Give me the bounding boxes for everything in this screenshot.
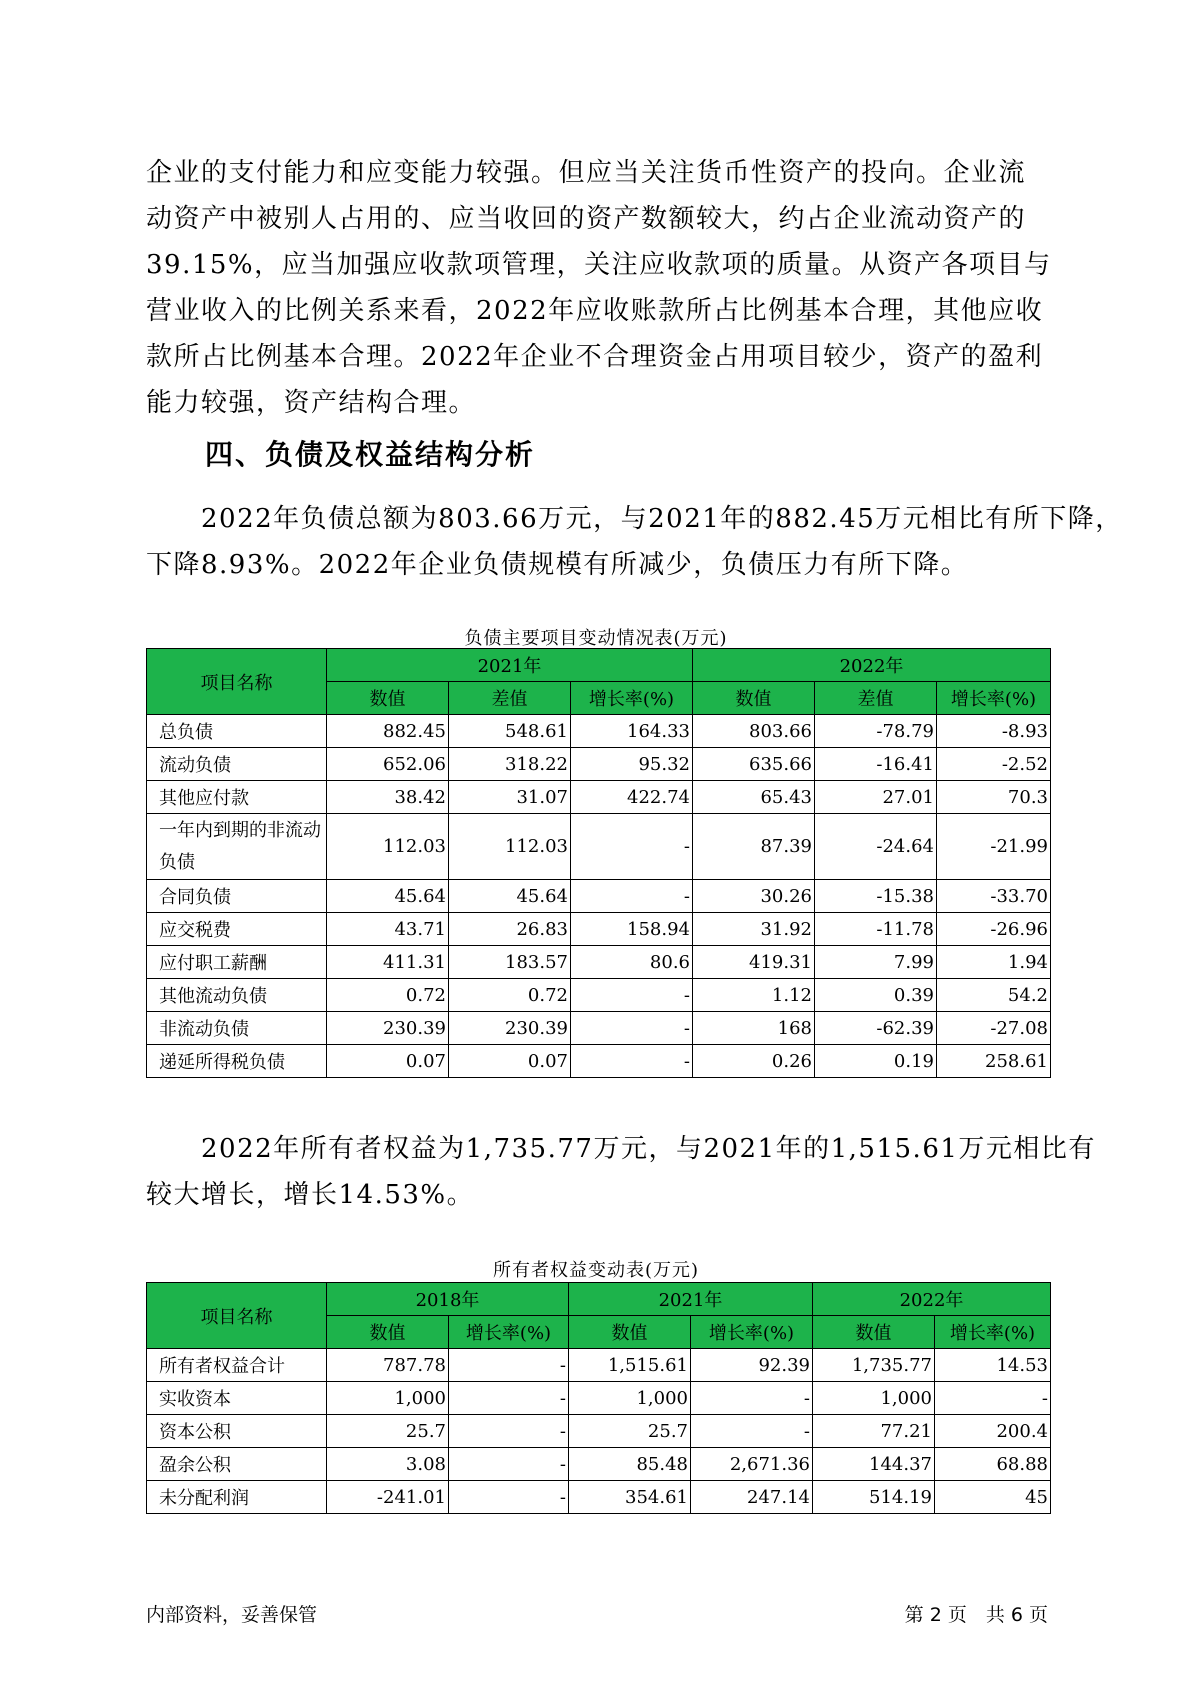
column-header-year: 2018年	[327, 1283, 569, 1316]
row-label: 流动负债	[147, 748, 327, 781]
table-cell: 183.57	[449, 946, 571, 979]
table-cell: 68.88	[935, 1448, 1051, 1481]
column-subheader: 增长率(%)	[449, 1316, 569, 1349]
table-cell: 803.66	[693, 715, 815, 748]
text-line: 能力较强，资产结构合理。	[146, 388, 477, 418]
table-cell: -62.39	[815, 1012, 937, 1045]
table-cell: 38.42	[327, 781, 449, 814]
table-cell: 54.2	[937, 979, 1051, 1012]
table-cell: 31.07	[449, 781, 571, 814]
table-cell: 419.31	[693, 946, 815, 979]
table-cell: -26.96	[937, 913, 1051, 946]
table-cell: -15.38	[815, 880, 937, 913]
table-cell: 652.06	[327, 748, 449, 781]
table-cell: -33.70	[937, 880, 1051, 913]
column-header-year: 2022年	[813, 1283, 1051, 1316]
row-label: 其他流动负债	[147, 979, 327, 1012]
table-cell: 422.74	[571, 781, 693, 814]
table-cell: -	[571, 1045, 693, 1078]
table-cell: 0.19	[815, 1045, 937, 1078]
table-cell: -21.99	[937, 814, 1051, 880]
table-cell: -	[449, 1448, 569, 1481]
table-cell: 30.26	[693, 880, 815, 913]
table-caption-liabilities: 负债主要项目变动情况表(万元)	[464, 628, 728, 649]
table-cell: -	[571, 880, 693, 913]
row-label: 实收资本	[147, 1382, 327, 1415]
table-cell: 95.32	[571, 748, 693, 781]
column-subheader: 差值	[449, 682, 571, 715]
table-cell: 112.03	[449, 814, 571, 880]
table-row	[147, 979, 1051, 1012]
column-subheader: 增长率(%)	[571, 682, 693, 715]
row-label: 非流动负债	[147, 1012, 327, 1045]
text-line: 款所占比例基本合理。2022年企业不合理资金占用项目较少，资产的盈利	[146, 342, 1044, 372]
table-cell: -	[571, 979, 693, 1012]
row-label: 未分配利润	[147, 1481, 327, 1514]
table-row	[147, 1481, 1051, 1514]
table-cell: 258.61	[937, 1045, 1051, 1078]
table-cell: 200.4	[935, 1415, 1051, 1448]
column-subheader: 增长率(%)	[935, 1316, 1051, 1349]
table-cell: 80.6	[571, 946, 693, 979]
table-cell: 1,515.61	[569, 1349, 691, 1382]
table-cell: 1,000	[327, 1382, 449, 1415]
table-cell: 7.99	[815, 946, 937, 979]
table-cell: 548.61	[449, 715, 571, 748]
table-cell: 411.31	[327, 946, 449, 979]
liabilities-table	[146, 648, 1051, 1078]
table-cell: 230.39	[327, 1012, 449, 1045]
table-cell: 65.43	[693, 781, 815, 814]
table-cell: 168	[693, 1012, 815, 1045]
row-label: 合同负债	[147, 880, 327, 913]
table-cell: 92.39	[691, 1349, 813, 1382]
row-label: 资本公积	[147, 1415, 327, 1448]
column-header-year: 2021年	[569, 1283, 813, 1316]
table-row	[147, 715, 1051, 748]
table-cell: 112.03	[327, 814, 449, 880]
table-row	[147, 1045, 1051, 1078]
table-cell: -16.41	[815, 748, 937, 781]
table-cell: -11.78	[815, 913, 937, 946]
table-cell: 27.01	[815, 781, 937, 814]
table-row	[147, 1382, 1051, 1415]
table-cell: 247.14	[691, 1481, 813, 1514]
table-cell: -	[571, 1012, 693, 1045]
table-cell: 31.92	[693, 913, 815, 946]
table-cell: 787.78	[327, 1349, 449, 1382]
table-cell: 318.22	[449, 748, 571, 781]
table-cell: -241.01	[327, 1481, 449, 1514]
text-line: 营业收入的比例关系来看，2022年应收账款所占比例基本合理，其他应收	[146, 296, 1044, 326]
table-cell: 0.07	[327, 1045, 449, 1078]
text-line: 39.15%，应当加强应收款项管理，关注应收款项的质量。从资产各项目与	[146, 250, 1052, 280]
text-line: 下降8.93%。2022年企业负债规模有所减少，负债压力有所下降。	[146, 550, 969, 580]
table-cell: 85.48	[569, 1448, 691, 1481]
table-cell: -27.08	[937, 1012, 1051, 1045]
column-header-item-name: 项目名称	[147, 1283, 327, 1349]
table-row	[147, 913, 1051, 946]
paragraph-liabilities-summary	[146, 496, 1123, 588]
column-header-year: 2022年	[693, 649, 1051, 682]
table-cell: 635.66	[693, 748, 815, 781]
table-cell: -	[691, 1382, 813, 1415]
table-cell: 26.83	[449, 913, 571, 946]
column-subheader: 数值	[327, 682, 449, 715]
table-cell: 882.45	[327, 715, 449, 748]
column-subheader: 增长率(%)	[937, 682, 1051, 715]
table-cell: 45.64	[449, 880, 571, 913]
table-cell: 144.37	[813, 1448, 935, 1481]
text-line: 2022年负债总额为803.66万元，与2021年的882.45万元相比有所下降，	[146, 504, 1123, 534]
table-row	[147, 748, 1051, 781]
table-cell: 1,735.77	[813, 1349, 935, 1382]
table-cell: 1.94	[937, 946, 1051, 979]
column-header-year: 2021年	[327, 649, 693, 682]
row-label: 总负债	[147, 715, 327, 748]
table-cell: 0.72	[449, 979, 571, 1012]
table-row	[147, 1349, 1051, 1382]
table-cell: -	[935, 1382, 1051, 1415]
table-cell: 3.08	[327, 1448, 449, 1481]
table-cell: 0.39	[815, 979, 937, 1012]
table-cell: 514.19	[813, 1481, 935, 1514]
table-cell: -	[571, 814, 693, 880]
table-cell: 70.3	[937, 781, 1051, 814]
row-label: 其他应付款	[147, 781, 327, 814]
table-cell: 0.72	[327, 979, 449, 1012]
table-caption-equity: 所有者权益变动表(万元)	[492, 1260, 700, 1281]
table-cell: -	[449, 1382, 569, 1415]
table-row	[147, 880, 1051, 913]
text-line: 2022年所有者权益为1,735.77万元，与2021年的1,515.61万元相比有	[146, 1134, 1096, 1164]
table-row	[147, 1012, 1051, 1045]
table-cell: 25.7	[569, 1415, 691, 1448]
column-subheader: 增长率(%)	[691, 1316, 813, 1349]
table-cell: 164.33	[571, 715, 693, 748]
column-subheader: 差值	[815, 682, 937, 715]
table-row	[147, 781, 1051, 814]
table-cell: -78.79	[815, 715, 937, 748]
table-cell: 45	[935, 1481, 1051, 1514]
table-cell: -	[449, 1415, 569, 1448]
footer-confidential-note: 内部资料，妥善保管	[146, 1604, 318, 1626]
table-cell: 87.39	[693, 814, 815, 880]
row-label: 所有者权益合计	[147, 1349, 327, 1382]
table-cell: -2.52	[937, 748, 1051, 781]
section-heading: 四、负债及权益结构分析	[205, 438, 536, 471]
table-cell: 14.53	[935, 1349, 1051, 1382]
table-cell: 1,000	[813, 1382, 935, 1415]
table-cell: 230.39	[449, 1012, 571, 1045]
table-cell: 158.94	[571, 913, 693, 946]
table-cell: 1.12	[693, 979, 815, 1012]
table-row	[147, 1415, 1051, 1448]
table-cell: 0.26	[693, 1045, 815, 1078]
table-cell: 0.07	[449, 1045, 571, 1078]
table-cell: 43.71	[327, 913, 449, 946]
row-label: 一年内到期的非流动负债	[147, 814, 327, 880]
column-subheader: 数值	[327, 1316, 449, 1349]
text-line: 较大增长，增长14.53%。	[146, 1180, 475, 1210]
table-row	[147, 946, 1051, 979]
paragraph-asset-analysis	[146, 150, 1052, 426]
table-row	[147, 814, 1051, 880]
table-cell: -	[691, 1415, 813, 1448]
equity-table	[146, 1282, 1051, 1514]
table-row	[147, 1448, 1051, 1481]
column-header-item-name: 项目名称	[147, 649, 327, 715]
table-cell: 2,671.36	[691, 1448, 813, 1481]
column-subheader: 数值	[693, 682, 815, 715]
row-label: 应交税费	[147, 913, 327, 946]
table-cell: 45.64	[327, 880, 449, 913]
column-subheader: 数值	[813, 1316, 935, 1349]
row-label: 盈余公积	[147, 1448, 327, 1481]
text-line: 动资产中被别人占用的、应当收回的资产数额较大，约占企业流动资产的	[146, 204, 1027, 234]
table-cell: 77.21	[813, 1415, 935, 1448]
table-cell: -	[449, 1481, 569, 1514]
table-cell: -	[449, 1349, 569, 1382]
column-subheader: 数值	[569, 1316, 691, 1349]
table-cell: 1,000	[569, 1382, 691, 1415]
paragraph-equity-summary	[146, 1126, 1096, 1218]
table-cell: -8.93	[937, 715, 1051, 748]
text-line: 企业的支付能力和应变能力较强。但应当关注货币性资产的投向。企业流	[146, 158, 1027, 188]
table-cell: -24.64	[815, 814, 937, 880]
table-cell: 25.7	[327, 1415, 449, 1448]
table-cell: 354.61	[569, 1481, 691, 1514]
row-label: 递延所得税负债	[147, 1045, 327, 1078]
footer-page-number: 第 2 页 共 6 页	[904, 1604, 1048, 1626]
row-label: 应付职工薪酬	[147, 946, 327, 979]
